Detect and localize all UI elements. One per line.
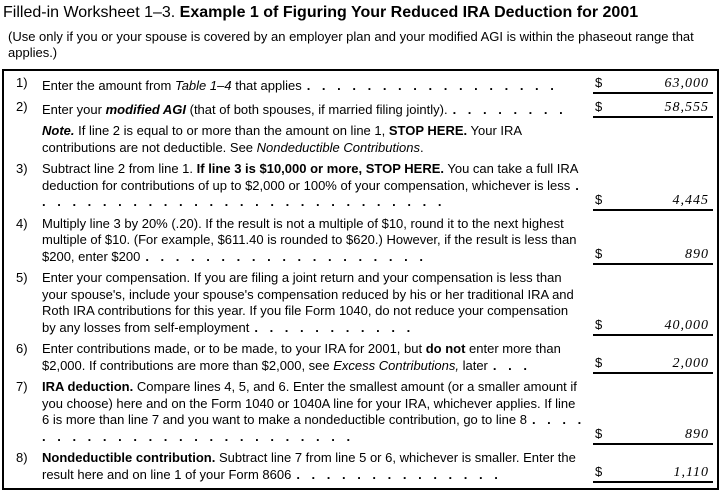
text-segment: Enter your compensation. If you are filing a joint return and your compensation is less than your spouse's, include your spouse's compensation reduced by his or her traditional IRA and Roth IRA contributions for this year. If you file Form 1040, do not reduce your compensation by any losses from self-employment: [42, 270, 574, 335]
worksheet-box: [2, 69, 719, 490]
amount-entry-line: [593, 192, 713, 211]
text-segment: Excess Contributions,: [333, 357, 459, 373]
line-number: 1): [16, 75, 28, 90]
filled-in-amount: 63,000: [664, 76, 709, 91]
worksheet-rows: [16, 75, 713, 483]
filled-in-amount: 4,445: [672, 192, 709, 208]
line-text: [42, 270, 585, 336]
line-number: 6): [16, 341, 28, 356]
line-text: [42, 78, 585, 95]
text-segment: If line 3 is $10,000 or more, STOP HERE.: [196, 161, 444, 176]
text-segment: Enter contributions made, or to be made, to your IRA for 2001, but: [42, 341, 426, 356]
page-title: [2, 3, 721, 22]
amount-entry-line: [593, 246, 713, 265]
dot-leader: . . . . . . . . . . . . . .: [296, 466, 498, 482]
text-segment: Nondeductible contribution.: [42, 450, 216, 465]
dollar-sign: $: [595, 191, 603, 207]
text-segment: STOP HERE.: [388, 123, 468, 138]
line-number: 8): [16, 450, 28, 465]
dollar-sign: $: [595, 75, 603, 90]
amount-entry-line: [593, 464, 713, 483]
text-segment: Subtract line 2 from line 1.: [42, 161, 197, 176]
text-segment: Your IRA contributions are not deductible. See: [42, 123, 522, 155]
dot-leader: . . . . . . . . . . . . . . . . . . . . . . . . . . . .: [42, 177, 579, 209]
worksheet-label: Filled-in Worksheet 1–3.: [3, 4, 180, 21]
amount-entry-line: [593, 355, 713, 374]
text-segment: .: [419, 139, 424, 155]
worksheet-row-2: [16, 99, 713, 118]
line-text: [42, 450, 585, 483]
line-text: [42, 341, 585, 374]
worksheet-instructions: (Use only if you or your spouse is covered by an employer plan and your modified AGI is within the phaseout range that applies.): [8, 29, 694, 60]
dot-leader: . . . . . . . . . . . . . . . . .: [306, 77, 554, 93]
filled-in-amount: 890: [685, 247, 709, 262]
worksheet-row-6: [16, 341, 713, 374]
text-segment: Enter the amount from: [42, 77, 175, 93]
dollar-sign: $: [595, 246, 603, 261]
line-number: 5): [16, 270, 28, 285]
worksheet-row-8: [16, 450, 713, 483]
worksheet-note: [16, 123, 713, 156]
filled-in-amount: 890: [685, 427, 709, 442]
amount-entry-line: [593, 317, 713, 336]
text-segment: Note.: [42, 123, 75, 138]
line-number: 7): [16, 379, 28, 394]
dollar-sign: $: [595, 355, 603, 370]
text-segment: Subtract line 7 from line 5 or 6, whichever is smaller. Enter the result here and on line 1 of your Form 8606: [42, 450, 576, 482]
filled-in-amount: 58,555: [664, 100, 709, 115]
dollar-sign: $: [595, 99, 603, 114]
dot-leader: . . . . . . . . . . .: [254, 319, 411, 335]
dollar-sign: $: [595, 464, 603, 479]
text-segment: Compare lines 4, 5, and 6. Enter the smallest amount (or a smaller amount if you choose) here and on the Form 1040 or 1040A line for your IRA, whichever applies. If line 6 is more than line 7 and you want to make a nondeductible contribution, go to line 8: [42, 379, 577, 427]
text-segment: You can take a full IRA deduction for contributions of up to $2,000 or 100% of your compensation, whichever is less: [42, 161, 578, 193]
dot-leader: . . . . . . . . . . . . . . . . . . . . . . . . .: [42, 412, 582, 444]
filled-in-amount: 2,000: [672, 356, 709, 371]
line-text: [42, 123, 585, 156]
amount-entry-line: [593, 426, 713, 445]
worksheet-row-4: [16, 216, 713, 266]
dollar-sign: $: [595, 317, 603, 332]
text-segment: (that of both spouses, if married filing jointly).: [186, 101, 448, 117]
dot-leader: . . . . . . . . . . . . . . . . . . .: [145, 248, 423, 264]
worksheet-row-1: [16, 75, 713, 94]
text-segment: Table 1–4: [174, 77, 232, 93]
text-segment: Multiply line 3 by 20% (.20). If the result is not a multiple of $10, round it to the next highest multiple of $10. (For example, $611.40 is rounded to $620.) However, if the result is less than $200, enter $200: [42, 215, 577, 264]
text-segment: enter more than $2,000. If contributions are more than $2,000, see: [42, 341, 561, 373]
worksheet-row-7: [16, 379, 713, 445]
worksheet-row-3: [16, 161, 713, 211]
text-segment: modified AGI: [105, 101, 186, 117]
line-number: 4): [16, 215, 28, 231]
text-segment: Enter your: [42, 101, 106, 117]
amount-entry-line: [593, 99, 713, 118]
line-number: 2): [16, 99, 28, 114]
dollar-sign: $: [595, 426, 603, 441]
filled-in-amount: 1,110: [673, 465, 709, 480]
worksheet-title: Example 1 of Figuring Your Reduced IRA Deduction for 2001: [179, 4, 639, 21]
line-text: [42, 161, 585, 211]
amount-entry-line: [593, 75, 713, 94]
text-segment: Nondeductible Contributions: [256, 139, 420, 155]
dot-leader: . . .: [492, 357, 527, 373]
dot-leader: . . . . . . . .: [452, 101, 563, 117]
worksheet-row-5: [16, 270, 713, 336]
line-text: [42, 216, 585, 266]
text-segment: that applies: [231, 77, 302, 93]
text-segment: later: [458, 357, 488, 373]
line-number: 3): [16, 161, 28, 176]
line-text: [42, 379, 585, 445]
filled-in-amount: 40,000: [664, 318, 709, 333]
text-segment: IRA deduction.: [42, 379, 134, 394]
line-text: [42, 102, 585, 119]
text-segment: If line 2 is equal to or more than the amount on line 1,: [74, 123, 389, 138]
text-segment: do not: [425, 341, 466, 356]
